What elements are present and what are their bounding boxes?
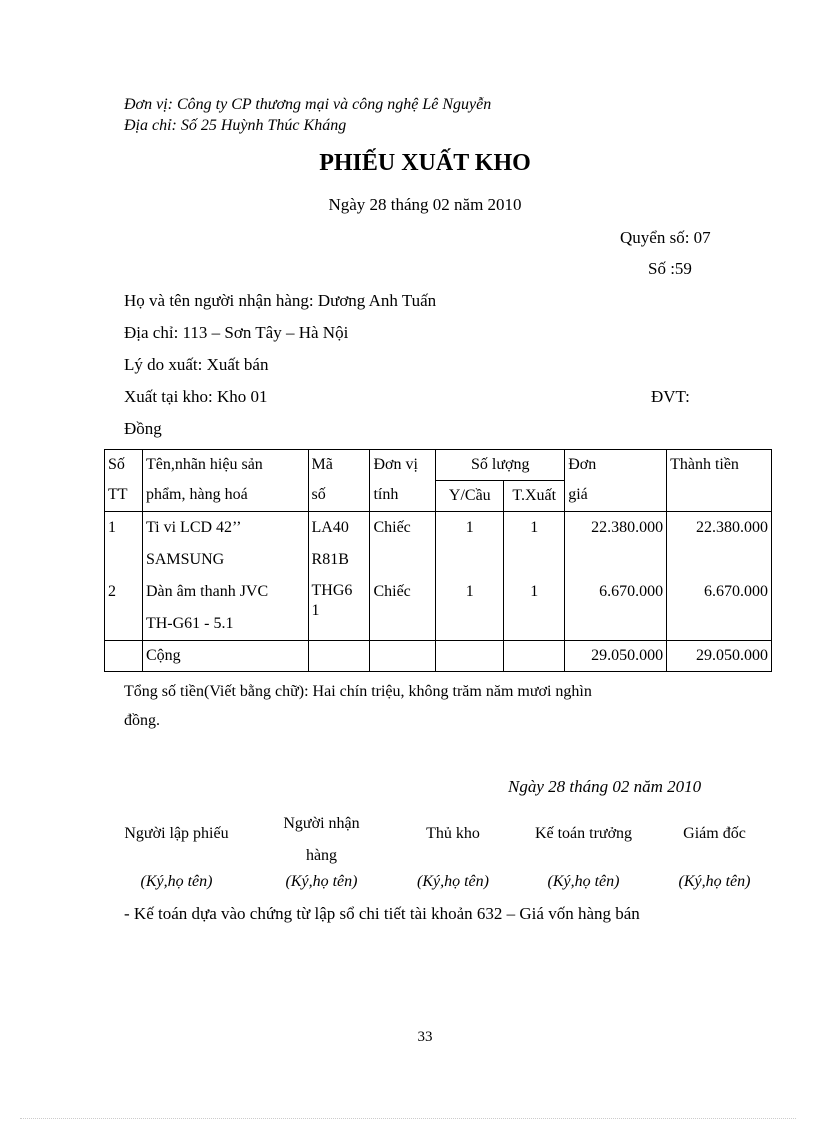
- signature-storekeeper: Thủ kho: [426, 825, 480, 842]
- table-body-row: [105, 512, 772, 641]
- amount-in-words-continued: đồng.: [124, 712, 160, 729]
- signature-note: (Ký,họ tên): [140, 873, 213, 890]
- unit-value: Đồng: [124, 419, 162, 438]
- receiver-field: Họ và tên người nhận hàng: Dương Anh Tuấn: [124, 291, 437, 310]
- signature-creator: Người lập phiếu: [124, 825, 229, 842]
- page-number: 33: [417, 1029, 433, 1045]
- header-qty-issued: T.Xuất: [504, 481, 565, 512]
- unit-cell: Chiếc Chiếc: [370, 512, 436, 641]
- signature-note: (Ký,họ tên): [285, 873, 358, 890]
- header-name: Tên,nhãn hiệu sản phẩm, hàng hoá: [142, 450, 308, 512]
- document-number: Số :59: [648, 259, 692, 278]
- signature-chief-accountant: Kế toán trưởng: [534, 825, 633, 842]
- reason-field: Lý do xuất: Xuất bán: [124, 355, 269, 374]
- company-unit: Đơn vị: Công ty CP thương mại và công nghệ Lê Nguyễn: [124, 96, 492, 113]
- signature-date: Ngày 28 tháng 02 năm 2010: [508, 777, 702, 796]
- footnote: - Kế toán dựa vào chứng từ lập sổ chi tiết tài khoản 632 – Giá vốn hàng bán: [124, 904, 640, 923]
- header-quantity: Số lượng: [436, 450, 565, 481]
- header-stt: Số TT: [105, 450, 143, 512]
- table-header-row: [105, 450, 772, 481]
- page-bottom-divider: [20, 1118, 796, 1119]
- amount-cell: 22.380.000 6.670.000: [667, 512, 772, 641]
- total-label: Cộng: [142, 641, 308, 672]
- header-code: Mã số: [308, 450, 370, 512]
- header-unit: Đơn vị tính: [370, 450, 436, 512]
- stt-cell: 1 2: [105, 512, 143, 641]
- signature-note: (Ký,họ tên): [547, 873, 620, 890]
- total-amount: 29.050.000: [667, 641, 772, 672]
- address-field: Địa chỉ: 113 – Sơn Tây – Hà Nội: [124, 323, 349, 342]
- signature-director: Giám đốc: [683, 825, 746, 842]
- code-cell: LA40 R81B THG6 1: [308, 512, 370, 641]
- amount-in-words: Tổng số tiền(Viết bằng chữ): Hai chín triệu, không trăm năm mươi nghìn: [124, 683, 592, 700]
- header-price: Đơn giá: [565, 450, 667, 512]
- book-number: Quyển số: 07: [620, 228, 711, 247]
- price-cell: 22.380.000 6.670.000: [565, 512, 667, 641]
- header-amount: Thành tiền: [667, 450, 772, 512]
- total-price: 29.050.000: [565, 641, 667, 672]
- warehouse-field: Xuất tại kho: Kho 01: [124, 387, 268, 406]
- header-qty-requested: Y/Cầu: [436, 481, 504, 512]
- document-date: Ngày 28 tháng 02 năm 2010: [328, 195, 522, 214]
- unit-label: ĐVT:: [651, 387, 690, 406]
- name-cell: Ti vi LCD 42’’ SAMSUNG Dàn âm thanh JVC TH-G61 - 5.1: [142, 512, 308, 641]
- items-table: [104, 449, 772, 672]
- signature-note: (Ký,họ tên): [417, 873, 489, 890]
- company-address: Địa chỉ: Số 25 Huỳnh Thúc Kháng: [124, 117, 347, 134]
- signature-receiver: Người nhận hàng: [283, 815, 360, 864]
- qty-out-cell: 1 1: [504, 512, 565, 641]
- signature-note: (Ký,họ tên): [678, 873, 751, 890]
- qty-req-cell: 1 1: [436, 512, 504, 641]
- table-total-row: [105, 641, 772, 672]
- page-title: PHIẾU XUẤT KHO: [319, 150, 531, 176]
